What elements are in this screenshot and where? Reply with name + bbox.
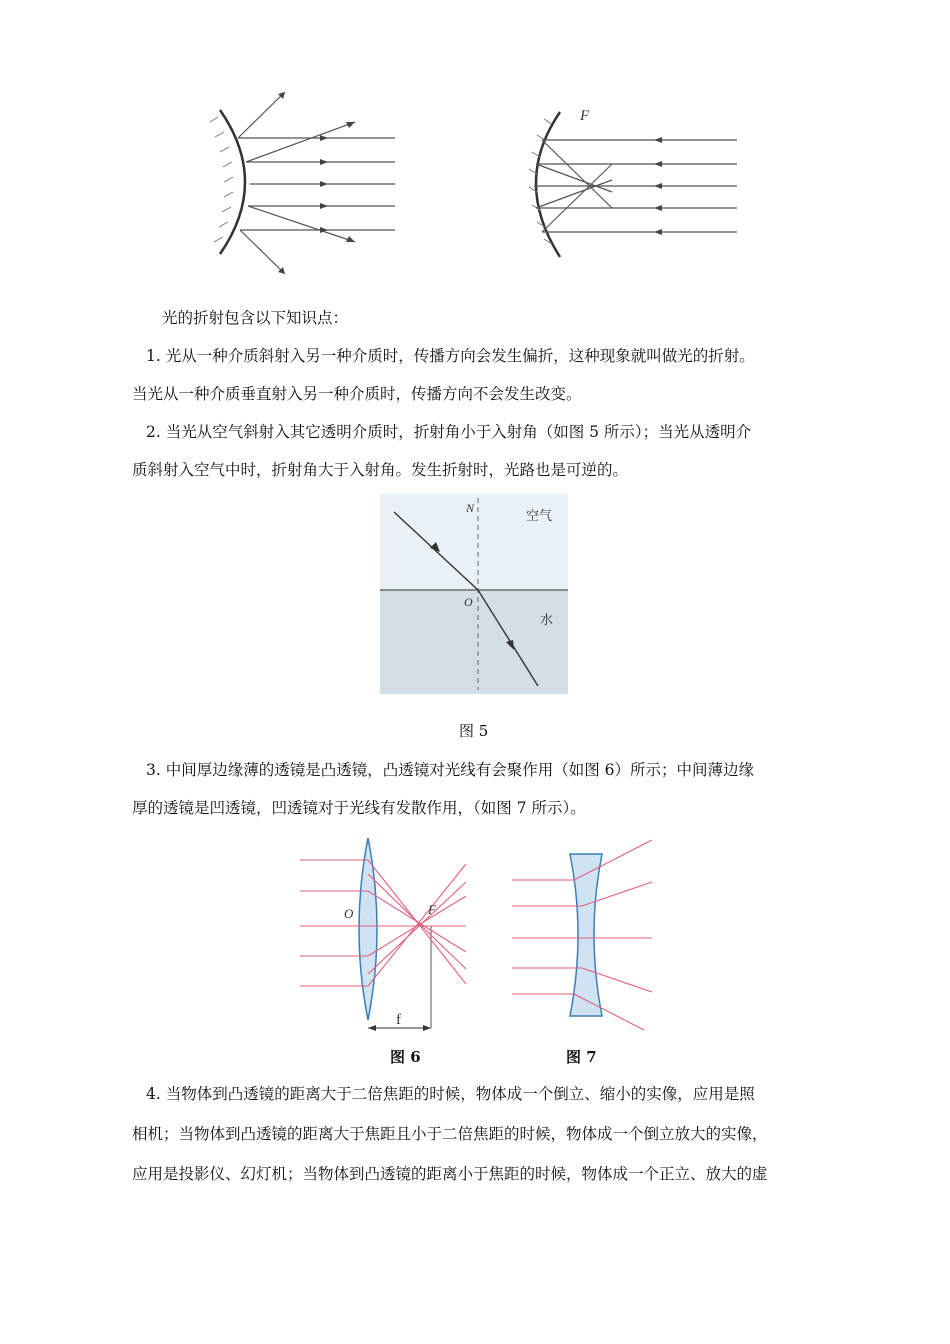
figure-7-caption: 图 7 xyxy=(566,1048,597,1066)
point-4-line-1: 4. 当物体到凸透镜的距离大于二倍焦距的时候，物体成一个倒立、缩小的实像，应用是照 xyxy=(146,1085,755,1103)
point-2-line-1: 2. 当光从空气斜射入其它透明介质时，折射角小于入射角（如图 5 所示）；当光从透明介 xyxy=(146,423,752,441)
focus-point-label: F xyxy=(428,902,436,917)
point-3-line-1: 3. 中间厚边缘薄的透镜是凸透镜，凸透镜对光线有会聚作用（如图 6）所示；中间薄边缘 xyxy=(146,761,755,779)
normal-label: N xyxy=(466,501,475,515)
point-1-line-2: 当光从一种介质垂直射入另一种介质时，传播方向不会发生改变。 xyxy=(132,385,582,403)
point-3-line-2: 厚的透镜是凹透镜，凹透镜对于光线有发散作用，（如图 7 所示）。 xyxy=(132,799,586,817)
point-2-line-2: 质斜射入空气中时，折射角大于入射角。发生折射时，光路也是可逆的。 xyxy=(132,461,629,479)
focus-label: F xyxy=(580,108,590,124)
intro-text: 光的折射包含以下知识点： xyxy=(162,309,349,327)
figure-5-caption: 图 5 xyxy=(459,722,489,740)
convex-mirror-diagram xyxy=(200,82,420,286)
water-label: 水 xyxy=(540,612,554,627)
air-label: 空气 xyxy=(526,508,553,523)
origin-label: O xyxy=(464,595,473,609)
focal-length-label: f xyxy=(396,1012,401,1028)
lens-center-label: O xyxy=(344,906,354,921)
concave-mirror-diagram xyxy=(512,82,752,286)
figure-6-caption: 图 6 xyxy=(390,1048,421,1066)
refraction-diagram xyxy=(380,494,568,698)
point-4-line-2: 相机；当物体到凸透镜的距离大于焦距且小于二倍焦距的时候，物体成一个倒立放大的实像， xyxy=(132,1125,768,1143)
point-4-line-3: 应用是投影仪、幻灯机；当物体到凸透镜的距离小于焦距的时候，物体成一个正立、放大的虚 xyxy=(132,1165,768,1183)
concave-lens-diagram xyxy=(512,834,654,1038)
point-1-line-1: 1. 光从一种介质斜射入另一种介质时，传播方向会发生偏折，这种现象就叫做光的折射。 xyxy=(146,347,755,365)
convex-lens-diagram xyxy=(300,834,470,1043)
